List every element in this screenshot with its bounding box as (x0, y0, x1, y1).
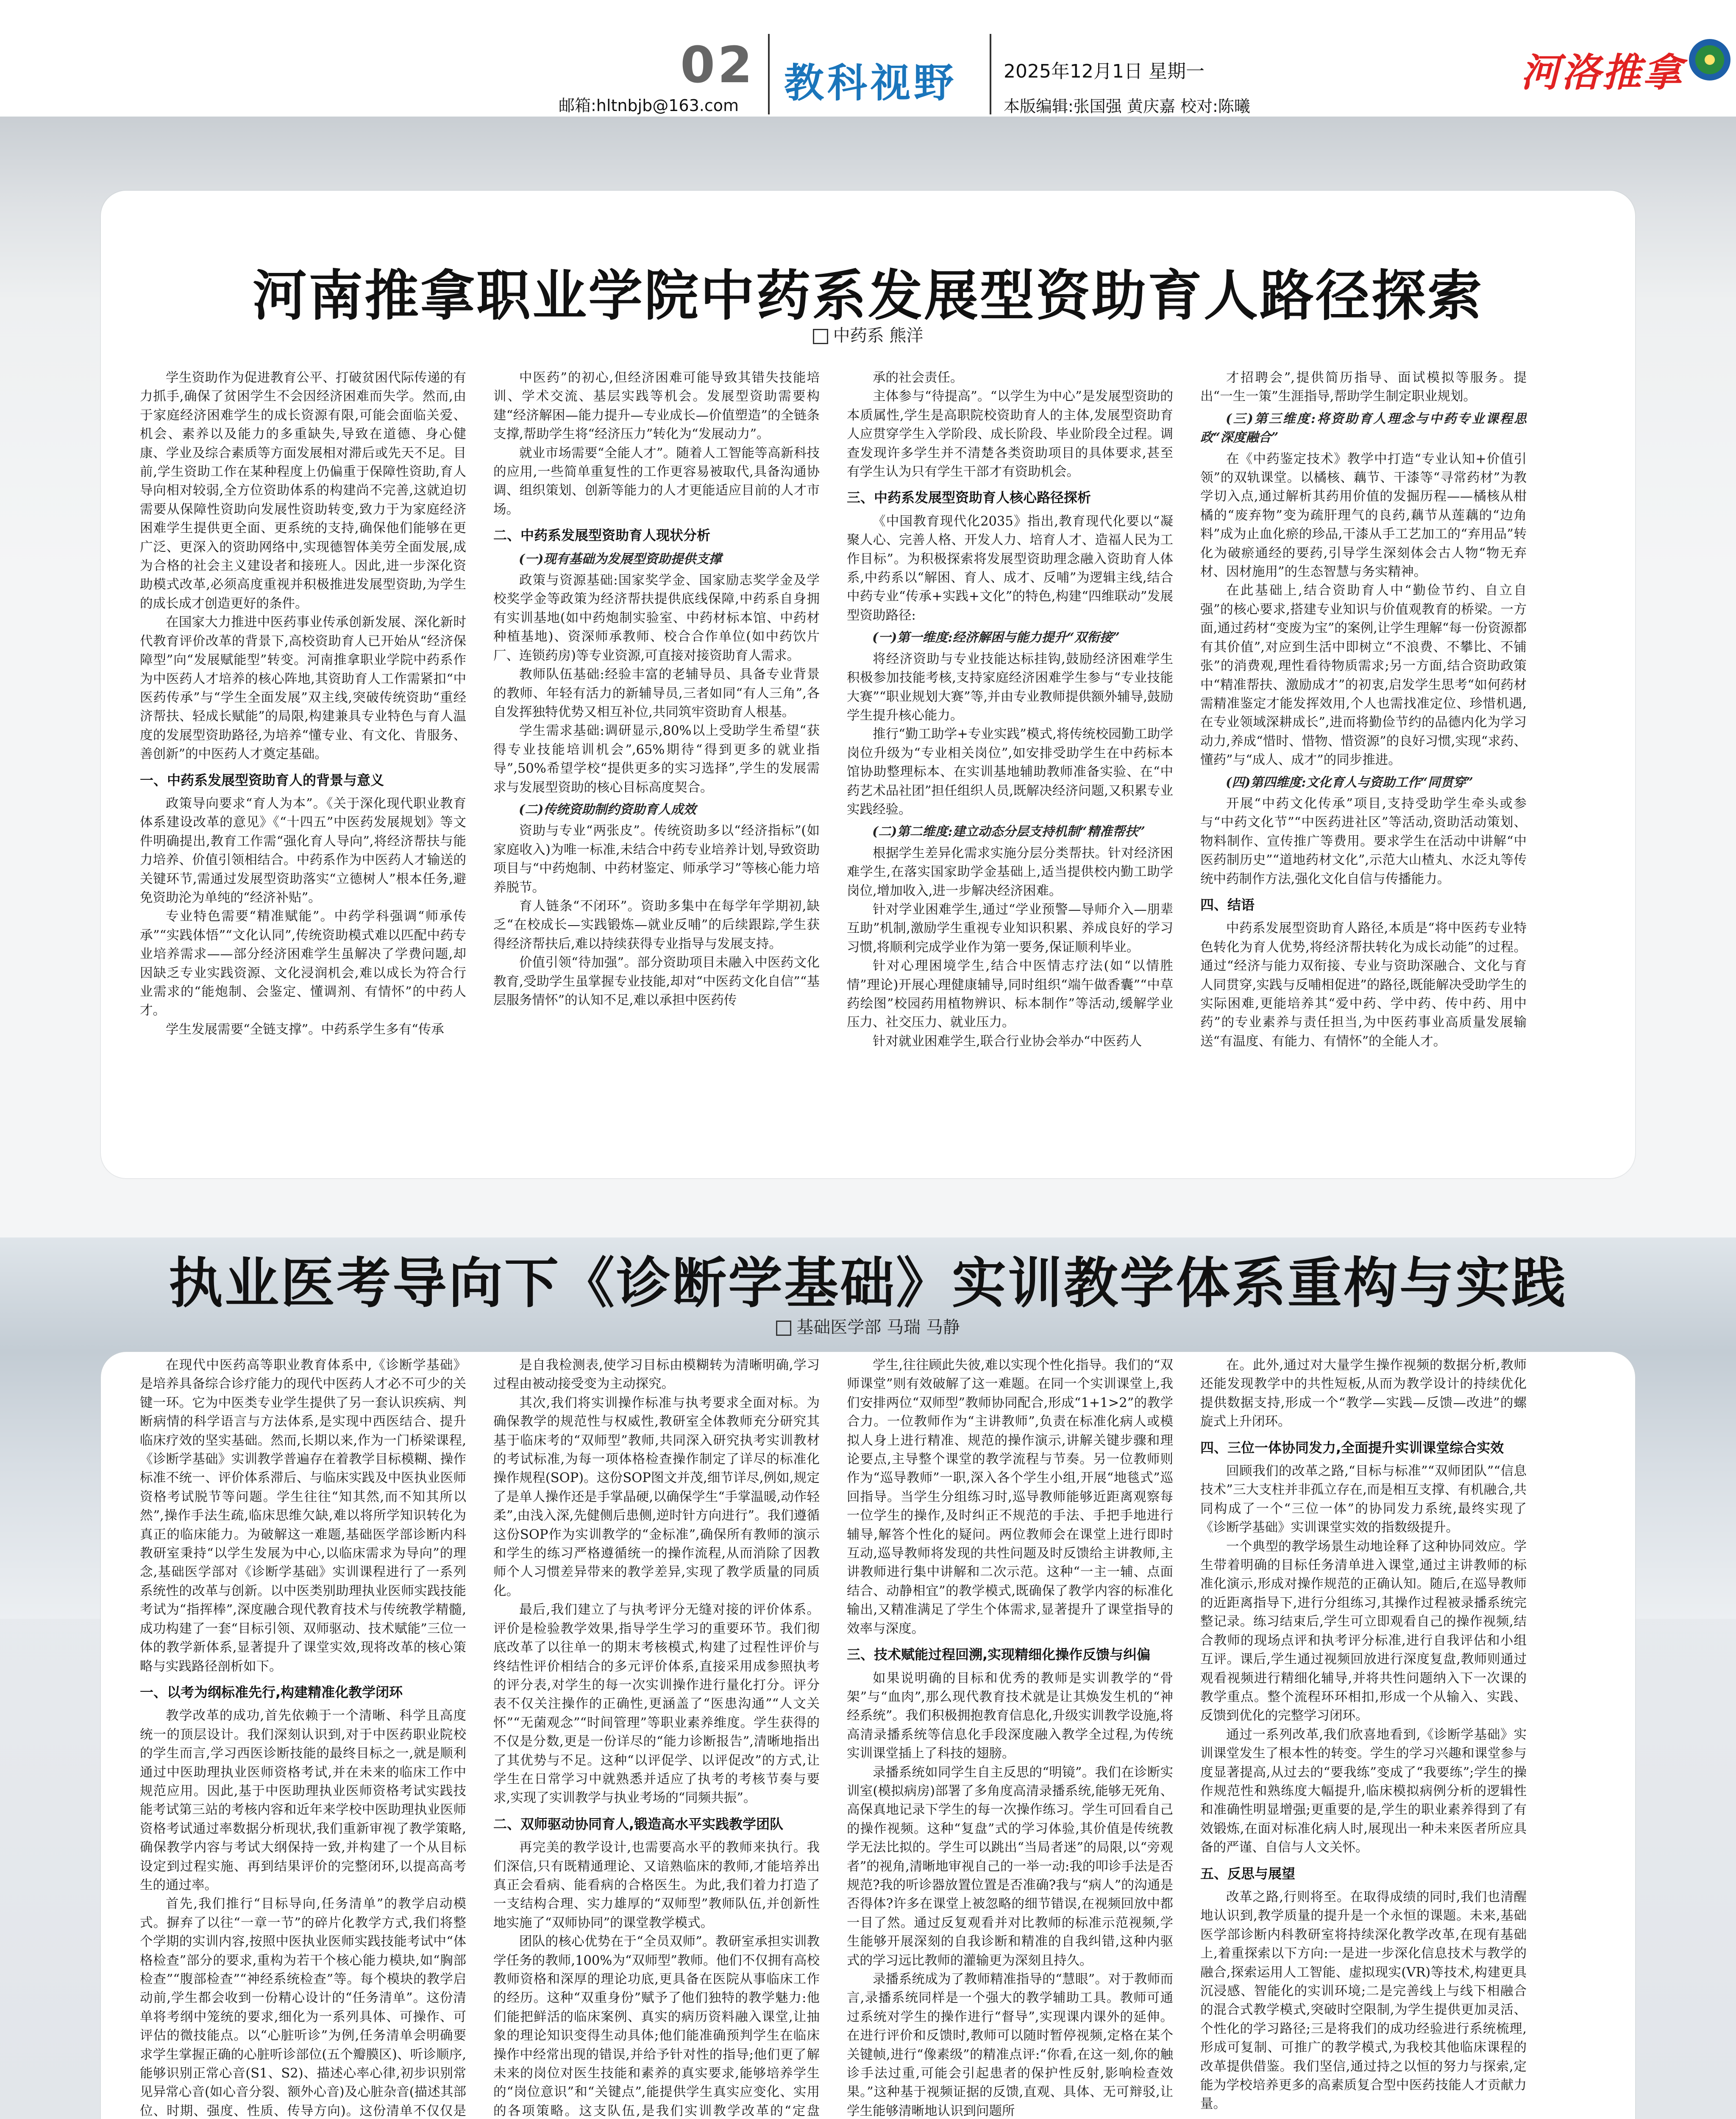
newspaper-header (0, 0, 1736, 117)
paragraph: 价值引领“待加强”。部分资助项目未融入中医药文化教育,受助学生虽掌握专业技能,却对“中医药文化自信”“基层服务情怀”的认知不足,难以承担中医药传 (493, 955, 820, 1008)
paragraph: 就业市场需要“全能人才”。随着人工智能等高新科技的应用,一些简单重复性的工作更容易被取代,具备沟通协调、组织策划、创新等能力的人才更能适应目前的人才市场。 (493, 445, 820, 517)
paragraph: 学生,往往顾此失彼,难以实现个性化指导。我们的“双师课堂”则有效破解了这一难题。在同一个实训课堂上,我们安排两位“双师型”教师协同配合,形成“1+1>2”的教学合力。一位教师作为“主讲教师”,负责在标准化病人或模拟人身上进行精准、规范的操作演示,讲解关键步骤和理论要点,主导整个课堂的教学流程与节奏。另一位教师则作为“巡导教师”一职,深入各个学生小组,开展“地毯式”巡回指导。当学生分组练习时,巡导教师能够近距离观察每一位学生的操作,及时纠正不规范的手法、手把手地进行辅导,解答个性化的疑问。两位教师会在课堂上进行即时互动,巡导教师将发现的共性问题及时反馈给主讲教师,主讲教师进行集中讲解和二次示范。这种“一主一辅、点面结合、动静相宜”的教学模式,既确保了教学内容的标准化输出,又精准满足了学生个体需求,显著提升了课堂指导的效率与深度。 (847, 1358, 1173, 1636)
paragraph: 教学改革的成功,首先依赖于一个清晰、科学且高度统一的顶层设计。我们深刻认识到,对于中医药职业院校的学生而言,学习西医诊断技能的最终目标之一,就是顺利通过中医助理执业医师资格考试,并在未来的临床工作中规范应用。因此,基于中医助理执业医师资格考试实践技能考试第三站的考核内容和近年来学校中医助理执业医师资格考试通过率数据分析现状,我们重新审视了教学策略,确保教学内容与考试大纲保持一致,并构建了一个从目标设定到过程实施、再到结果评价的完整闭环,以提高高考生的通过率。 (140, 1708, 466, 1893)
paragraph: 教师队伍基础:经验丰富的老辅导员、具备专业背景的教师、年轻有活力的新辅导员,三者如同“有人三角”,各自发挥独特优势又相互补位,共同筑牢资助育人根基。 (493, 667, 820, 720)
paragraph: 学生发展需要“全链支撑”。中药系学生多有“传承 (166, 1022, 444, 1037)
text-column (140, 1356, 466, 2119)
paragraph: 针对就业困难学生,联合行业协会举办“中医药人 (873, 1034, 1142, 1049)
paragraph: 最后,我们建立了与执考评分无缝对接的评价体系。评价是检验教学效果,指导学生学习的重要环节。我们彻底改革了以往单一的期末考核模式,构建了过程性评价与终结性评价相结合的多元评价体系,直接采用成参照执考的评分表,对学生的每一次实训操作进行量化打分。评分表不仅关注操作的正确性,更涵盖了“医患沟通”“人文关怀”“无菌观念”“时间管理”等职业素养维度。学生获得的不仅是分数,更是一份详尽的“能力诊断报告”,清晰地指出了其优势与不足。这种“以评促学、以评促改”的方式,让学生在日常学习中就熟悉并适应了执考的考核节奏与要求,实现了实训教学与执业考场的“同频共振”。 (493, 1602, 820, 1806)
paragraph: 录播系统如同学生自主反思的“明镜”。我们在诊断实训室(模拟病房)部署了多角度高清录播系统,能够无死角、高保真地记录下学生的每一次操作练习。学生可回看自己的操作视频。这种“复盘”式的学习体验,其价值是传统教学无法比拟的。学生可以跳出“当局者迷”的局限,以“旁观者”的视角,清晰地审视自己的一举一动:我的叩诊手法是否规范?我的听诊器放置位置是否准确?我与“病人”的沟通是否得体?许多在课堂上被忽略的细节错误,在视频回放中都一目了然。通过反复观看并对比教师的标准示范视频,学生能够开展深刻的自我诊断和精准的自我纠错,这种内驱式的学习远比教师的灌输更为深刻且持久。 (847, 1765, 1173, 1968)
paragraph: 团队的核心优势在于“全员双师”。教研室承担实训教学任务的教师,100%为“双师型”教师。他们不仅拥有高校教师资格和深厚的理论功底,更具备在医院从事临床工作的经历。这种“双重身份”赋予了他们独特的教学魅力:他们能把鲜活的临床案例、真实的病历资料融入课堂,让抽象的理论知识变得生动具体;他们能准确预判学生在临床操作中经常出现的错误,并给予针对性的指导;他们更了解未来的岗位对医生技能和素养的真实要求,能够培养学生的“岗位意识”和“关键点”,能提供学生真实应变化、实用的各项策略。这支队伍,是我们实训教学改革的“定盘 (493, 1934, 820, 2119)
text-column (847, 1356, 1173, 2119)
paragraph: 首先,我们推行“目标导向,任务清单”的教学启动模式。摒弃了以往“一章一节”的碎片化教学方式,我们将整个学期的实训内容,按照中医执业医师实践技能考试中“体格检查”部分的要求,重构为若干个核心能力模块,如“胸部检查”“腹部检查”“神经系统检查”等。每个模块的教学启动前,学生都会收到一份精心设计的“任务清单”。这份清单将考纲中笼统的要求,细化为一系列具体、可操作、可评估的微技能点。以“心脏听诊”为例,任务清单会明确要求学生掌握正确的心脏听诊部位(五个瓣膜区)、听诊顺序,能够识别正常心音(S1、S2)、描述心率心律,初步识别常见异常心音(如心音分裂、额外心音)及心脏杂音(描述其部位、时期、强度、性质、传导方向)。这份清单不仅仅是 (140, 1897, 466, 2119)
contact-email: 邮箱:hltnbjb@163.com (559, 96, 739, 115)
article-2-title: 执业医考导向下《诊断学基础》实训教学体系重构与实践 (168, 1252, 1567, 1315)
paragraph: 将经济资助与专业技能达标挂钩,鼓励经济困难学生积极参加技能考核,支持家庭经济困难学生参与“专业技能大赛”“职业规划大赛”等,并由专业教师提供额外辅导,鼓励学生提升核心能力。 (847, 651, 1173, 723)
section-heading: 四、结语 (1200, 896, 1255, 913)
section-heading: (二)传统资助制约资助育人成效 (519, 802, 696, 817)
editor-credits: 本版编辑:张国强 黄庆嘉 校对:陈曦 (1004, 97, 1250, 116)
paragraph: 政策导向要求“育人为本”。《关于深化现代职业教育体系建设改革的意见》《“十四五”中医药发展规划》等文件明确提出,教育工作需“强化育人导向”,将经济帮扶与能力培养、价值引领相结合。中药系作为中医药人才输送的关键环节,需通过发展型资助落实“立德树人”根本任务,避免资助沦为单纯的“经济补贴”。 (140, 796, 466, 905)
paragraph: 推行“勤工助学+专业实践”模式,将传统校园勤工助学岗位升级为“专业相关岗位”,如安排受助学生在中药标本馆协助整理标本、在实训基地辅助教师准备实验、在“中药艺术品社团”担任组织人员,既解决经济问题,又积累专业实践经验。 (847, 727, 1173, 817)
header-divider (768, 34, 770, 114)
text-column (493, 1356, 820, 2119)
paragraph: 针对心理困境学生,结合中医情志疗法(如“以情胜情”理论)开展心理健康辅导,同时组织“端午做香囊”“中草药绘图”校园药用植物辨识、标本制作”等活动,缓解学业压力、社交压力、就业压力。 (847, 959, 1173, 1030)
paragraph: 育人链条“不闭环”。资助多集中在每学年学期初,缺乏“在校成长—实践锻炼—就业反哺”的后续跟踪,学生获得经济帮扶后,难以持续获得专业指导与发展支持。 (493, 898, 820, 951)
text-column (140, 369, 466, 1136)
section-heading: 四、三位一体协同发力,全面提升实训课堂综合实效 (1200, 1439, 1504, 1456)
paragraph: 再完美的教学设计,也需要高水平的教师来执行。我们深信,只有既精通理论、又谙熟临床的教师,才能培养出真正会看病、能看病的合格医生。为此,我们着力打造了一支结构合理、实力雄厚的“双师型”教师队伍,并创新性地实施了“双师协同”的课堂教学模式。 (493, 1840, 820, 1930)
paragraph: 中药系发展型资助育人路径,本质是“将中医药专业特色转化为育人优势,将经济帮扶转化为成长动能”的过程。通过“经济与能力双衔接、专业与资助深融合、文化与育人同贯穿,实践与反哺相促进”的路径,既能解决受助学生的实际困难,更能培养其“爱中药、学中药、传中药、用中药”的专业素养与责任担当,为中医药事业高质量发展输送“有温度、有能力、有情怀”的全能人才。 (1200, 921, 1527, 1049)
section-heading: 二、中药系发展型资助育人现状分析 (493, 527, 711, 544)
section-heading: 一、以考为纲标准先行,构建精准化教学闭环 (140, 1684, 403, 1700)
paragraph: 承的社会责任。 (873, 370, 963, 385)
byline-box-icon (813, 329, 828, 344)
header-divider (990, 34, 991, 114)
paragraph: 一个典型的教学场景生动地诠释了这种协同效应。学生带着明确的目标任务清单进入课堂,通过主讲教师的标准化演示,形成对操作规范的正确认知。随后,在巡导教师的近距离指导下,进行分组练习,其操作过程被录播系统完整记录。练习结束后,学生可立即观看自己的操作视频,结合教师的现场点评和执考评分标准,进行自我评估和小组互评。课后,学生通过视频回放进行深度复盘,教师则通过观看视频进行精细化辅导,并将共性问题纳入下一次课的教学重点。整个流程环环相扣,形成一个从输入、实践、反馈到优化的完整学习闭环。 (1200, 1539, 1527, 1724)
paragraph: 主体参与“待提高”。“以学生为中心”是发展型资助的本质属性,学生是高职院校资助育人的主体,发展型资助育人应贯穿学生入学阶段、成长阶段、毕业阶段全过程。调查发现许多学生并不清楚各类资助项目的具体要求,甚至有学生认为只有学生干部才有资助机会。 (847, 389, 1173, 480)
paragraph: 学生需求基础:调研显示,80%以上受助学生希望“获得专业技能培训机会”,65%期待“得到更多的就业指导”,50%希望学校“提供更多的实习选择”,学生的发展需求与发展型资助的核心目标高度契合。 (493, 723, 820, 795)
school-emblem-icon (1689, 39, 1730, 81)
paragraph: 政策与资源基础:国家奖学金、国家励志奖学金及学校奖学金等政策为经济帮扶提供底线保障,中药系自身拥有实训基地(如中药炮制实验室、中药材标本馆、中药材种植基地)、资深师承教师、校合合作单位(如中药饮片厂、连锁药房)等专业资源,可直接对接资助育人需求。 (493, 573, 820, 663)
byline-text: 中药系 熊洋 (833, 326, 924, 345)
paragraph: 《中国教育现代化2035》指出,教育现代化要以“凝聚人心、完善人格、开发人力、培育人才、造福人民为工作目标”。为积极探索将发展型资助理念融入资助育人体系,中药系以“解困、育人、成才、反哺”为逻辑主线,结合中药专业“传承+实践+文化”的特色,构建“四维联动”发展型资助路径: (847, 514, 1173, 623)
page-number: 02 (680, 36, 755, 94)
paragraph: 在《中药鉴定技术》教学中打造“专业认知+价值引领”的双轨课堂。以橘核、藕节、干漆等“寻常药材”为教学切入点,通过解析其药用价值的发掘历程——橘核从柑橘的“废弃物”变为疏肝理气的良药,藕节从莲藕的“边角料”成为止血化瘀的珍品,干漆从手工艺加工的“弃用品”转化为破瘀通经的要药,引导学生深刻体会古人物“物无弃材、因材施用”的生态智慧与务实精神。 (1200, 451, 1527, 580)
section-heading: (一)现有基础为发展型资助提供支撑 (519, 551, 722, 567)
section-heading: (一)第一维度:经济解困与能力提升“双衔接” (872, 630, 1120, 645)
paragraph: 开展“中药文化传承”项目,支持受助学生牵头或参与“中药文化节”“中医药进社区”等活动,资助活动策划、物料制作、宣传推广等费用。要求学生在活动中讲解“中医药制历史”“道地药材文化”,示范大山楂丸、水泛丸等传统中药制作方法,强化文化自信与传播能力。 (1200, 796, 1527, 887)
text-column (847, 369, 1173, 1136)
section-heading: 一、中药系发展型资助育人的背景与意义 (140, 772, 384, 788)
issue-date: 2025年12月1日 星期一 (1004, 61, 1205, 82)
paragraph: 在国家大力推进中医药事业传承创新发展、深化新时代教育评价改革的背景下,高校资助育人已开始从“经济保障型”向“发展赋能型”转变。河南推拿职业学院中药系作为中医药人才培养的核心阵地,其资助育人工作需紧扣“中医药传承”与“学生全面发展”双主线,突破传统资助“重经济帮扶、轻成长赋能”的局限,构建兼具专业特色与育人温度的发展型资助路径,为培养“懂专业、有文化、肯服务、善创新”的中医药人才奠定基础。 (140, 615, 466, 762)
article-2-body (140, 1356, 1527, 2119)
paragraph: 其次,我们将实训操作标准与执考要求全面对标。为确保教学的规范性与权威性,教研室全体教师充分研究其基于临床考的“双师型”教师,共同深入研究执考实训教材的考试标准,为每一项体格检查操作制定了详尽的标准化操作规程(SOP)。这份SOP图文并茂,细节详尽,例如,规定了是单人操作还是手掌晶硬,以确保学生“手掌温暖,动作轻柔”,由浅入深,先健侧后患侧,逆时针方向进行”。我们遵循这份SOP作为实训教学的“金标准”,确保所有教师的演示和学生的练习严格遵循统一的操作流程,从而消除了因教师个人习惯差异带来的教学差异,实现了教学质量的同质化。 (493, 1395, 820, 1599)
section-heading: 三、技术赋能过程回溯,实现精细化操作反馈与纠偏 (847, 1646, 1151, 1663)
text-column (493, 369, 820, 1136)
paragraph: 回顾我们的改革之路,“目标与标准”“双师团队”“信息技术”三大支柱并非孤立存在,而是相互支撑、有机融合,共同构成了一个“三位一体”的协同发力系统,最终实现了《诊断学基础》实训课堂实效的指数级提升。 (1200, 1464, 1527, 1535)
article-1-body (140, 369, 1527, 1136)
article-1-byline (0, 322, 1736, 346)
byline-box-icon (776, 1321, 791, 1336)
byline-text: 基础医学部 马瑞 马静 (796, 1318, 960, 1337)
section-heading: (二)第二维度:建立动态分层支持机制“精准帮扶” (872, 824, 1145, 840)
paragraph: 在现代中医药高等职业教育体系中,《诊断学基础》是培养具备综合诊疗能力的现代中医药人才必不可少的关键一环。它为中医类专业学生提供了另一套认识疾病、判断病情的科学语言与方法体系,是实现中西医结合、提升临床疗效的坚实基础。然而,长期以来,作为一门桥梁课程,《诊断学基础》实训教学普遍存在着教学目标模糊、操作标准不统一、评价体系滞后、与临床实践及中医执业医师资格考试脱节等问题。学生往往“知其然,而不知其所以然”,操作手法生疏,临床思维欠缺,难以将所学知识转化为真正的临床能力。为破解这一难题,基础医学部诊断内科教研室秉持“以学生发展为中心,以临床需求为导向”的理念,基础医学部对《诊断学基础》实训课程进行了一系列系统性的改革与创新。以中医类别助理执业医师实践技能考试为“指挥棒”,深度融合现代教育技术与传统教学精髓,成功构建了一套“目标引领、双师驱动、技术赋能”三位一体的教学新体系,显著提升了课堂实效,现将改革的核心策略与实践路径剖析如下。 (140, 1358, 466, 1674)
paragraph: 中医药”的初心,但经济困难可能导致其错失技能培训、学术交流、基层实践等机会。发展型资助需要构建“经济解困—能力提升—专业成长—价值塑造”的全链条支撑,帮助学生将“经济压力”转化为“发展动力”。 (493, 370, 820, 442)
text-column (1200, 1356, 1527, 2119)
text-column (1200, 369, 1527, 1136)
paragraph: 资助与专业“两张皮”。传统资助多以“经济指标”(如家庭收入)为唯一标准,未结合中药专业培养计划,导致资助项目与“中药炮制、中药材鉴定、师承学习”等核心能力培养脱节。 (493, 823, 820, 895)
paragraph: 录播系统成为了教师精准指导的“慧眼”。对于教师而言,录播系统同样是一个强大的教学辅助工具。教师可通过系统对学生的操作进行“督导”,实现课内课外的延伸。在进行评价和反馈时,教师可以随时暂停视频,定格在某个关键帧,进行“像素级”的精准点评:“你看,在这一刻,你的触诊手法过重,可能会引起患者的保护性反射,影响检查效果。”这种基于视频证据的反馈,直观、具体、无可辩驳,让学生能够清晰地认识到问题所 (847, 1972, 1173, 2119)
paragraph: 在此基础上,结合资助育人中“勤俭节约、自立自强”的核心要求,搭建专业知识与价值观教育的桥梁。一方面,通过药材“变废为宝”的案例,让学生理解“每一份资源都有其价值”,对应到生活中即树立“不浪费、不攀比、不铺张”的消费观,理性看待物质需求;另一方面,结合资助政策中“精准帮扶、激励成才”的初衷,启发学生思考“如何药材需精准鉴定才能发挥效用,个人也需找准定位、珍惜机遇,在专业领域深耕成长”,进而将勤俭节约的品德内化为学习动力,养成“惜时、惜物、惜资源”的良好习惯,实现“求药、懂药”与“成人、成才”的同步推进。 (1200, 583, 1527, 768)
section-heading: 三、中药系发展型资助育人核心路径探析 (847, 489, 1091, 506)
paragraph: 通过一系列改革,我们欣喜地看到,《诊断学基础》实训课堂发生了根本性的转变。学生的学习兴趣和课堂参与度显著提高,从过去的“要我练”变成了“我要练”;学生的操作规范性和熟练度大幅提升,临床模拟病例分析的逻辑性和准确性明显增强;更重要的是,学生的职业素养得到了有效锻炼,在面对标准化病人时,展现出一种未来医者所应具备的严谨、自信与人文关怀。 (1200, 1727, 1527, 1855)
article-1-title: 河南推拿职业学院中药系发展型资助育人路径探索 (252, 264, 1483, 328)
paragraph: 改革之路,行则将至。在取得成绩的同时,我们也清醒地认识到,教学质量的提升是一个永恒的课题。未来,基础医学部诊断内科教研室将持续深化教学改革,在现有基础上,着重探索以下方向:一是进一步深化信息技术与教学的融合,探索运用人工智能、虚拟现实(VR)等技术,构建更具沉浸感、智能化的实训环境;二是完善线上与线下相融合的混合式教学模式,突破时空限制,为学生提供更加灵活、个性化的学习路径;三是将我们的成功经验进行系统梳理,形成可复制、可推广的教学模式,为我校其他临床课程的改革提供借鉴。我们坚信,通过持之以恒的努力与探索,定能为学校培养更多的高素质复合型中医药技能人才贡献力量。 (1200, 1889, 1527, 2112)
paragraph: 学生资助作为促进教育公平、打破贫困代际传递的有力抓手,确保了贫困学生不会因经济困难而失学。然而,由于家庭经济困难学生的成长资源有限,可能会面临关爱、机会、素养以及能力的多重缺失,导致在道德、身心健康、学业及综合素质等方面发展相对滞后或先天不足。目前,学生资助工作在某种程度上仍偏重于保障性资助,育人导向相对较弱,全方位资助体系的构建尚不完善,这就迫切需要从保障性资助向发展性资助转变,致力于为家庭经济困难学生提供更全面、更系统的支持,确保他们能够在更广泛、更深入的资助网络中,实现德智体美劳全面发展,成为合格的社会主义建设者和接班人。因此,进一步深化资助模式改革,必须高度重视并积极推进发展型资助,为学生的成长成才创造更好的条件。 (140, 370, 466, 611)
section-title: 教科视野 (784, 60, 957, 106)
paragraph: 根据学生差异化需求实施分层分类帮扶。针对经济困难学生,在落实国家助学金基础上,适当提供校内勤工助学岗位,增加收入,进一步解决经济困难。 (847, 845, 1173, 898)
paragraph: 才招聘会”,提供简历指导、面试模拟等服务。提出“一生一策”生涯指导,帮助学生制定职业规划。 (1200, 370, 1527, 404)
newspaper-brand: 河洛推拿 (1521, 50, 1684, 95)
section-heading: 五、反思与展望 (1200, 1865, 1296, 1882)
paragraph: 如果说明确的目标和优秀的教师是实训教学的“骨架”与“血肉”,那么现代教育技术就是让其焕发生机的“神经系统”。我们积极拥抱教育信息化,升级实训教学设施,将高清录播系统等信息化手段深度融入教学全过程,为传统实训课堂插上了科技的翅膀。 (847, 1671, 1173, 1761)
paragraph: 针对学业困难学生,通过“学业预警—导师介入—朋辈互助”机制,激励学生重视专业知识积累、养成良好的学习习惯,将顺利完成学业作为第一要务,保证顺利毕业。 (847, 902, 1173, 955)
paragraph: 在。此外,通过对大量学生操作视频的数据分析,教师还能发现教学中的共性短板,从而为教学设计的持续优化提供数据支持,形成一个“教学—实践—反馈—改进”的螺旋式上升闭环。 (1200, 1358, 1527, 1429)
article-2-byline (0, 1314, 1736, 1338)
section-heading: (三)第三维度:将资助育人理念与中药专业课程思政“深度融合” (1200, 411, 1527, 445)
paragraph: 专业特色需要“精准赋能”。中药学科强调“师承传承”“实践体悟”“文化认同”,传统资助模式难以匹配中药专业培养需求——部分经济困难学生虽解决了学费问题,却因缺乏专业实践资源、文化浸润机会,难以成长为符合行业需求的“能炮制、会鉴定、懂调剂、有情怀”的中药人才。 (140, 909, 466, 1018)
section-heading: (四)第四维度:文化育人与资助工作“同贯穿” (1226, 775, 1473, 790)
paragraph: 是自我检测表,使学习目标由模糊转为清晰明确,学习过程由被动接受变为主动探究。 (493, 1358, 820, 1392)
section-heading: 二、双师驱动协同育人,锻造高水平实践教学团队 (493, 1816, 784, 1832)
